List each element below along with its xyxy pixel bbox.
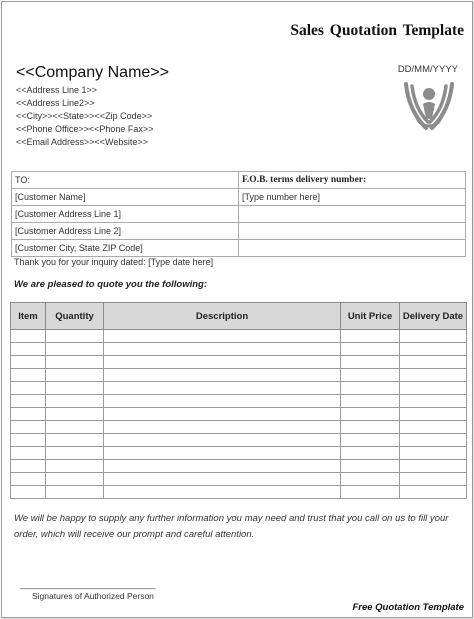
table-cell[interactable]	[341, 395, 400, 408]
table-cell[interactable]	[400, 421, 467, 434]
customer-city-state-zip-field[interactable]: [Customer City, State ZIP Code]	[12, 240, 239, 257]
table-cell[interactable]	[400, 343, 467, 356]
table-cell[interactable]	[104, 486, 341, 499]
table-cell[interactable]	[341, 356, 400, 369]
empty-info-cell[interactable]	[239, 206, 466, 223]
customer-info-table	[11, 171, 466, 257]
table-cell[interactable]	[400, 473, 467, 486]
table-cell[interactable]	[11, 486, 46, 499]
table-cell[interactable]	[46, 486, 104, 499]
table-row	[11, 395, 467, 408]
table-cell[interactable]	[11, 460, 46, 473]
table-cell[interactable]	[104, 395, 341, 408]
table-cell[interactable]	[11, 330, 46, 343]
table-row	[11, 421, 467, 434]
table-cell[interactable]	[46, 356, 104, 369]
table-cell[interactable]	[46, 473, 104, 486]
table-cell[interactable]	[46, 447, 104, 460]
customer-address-line1-field[interactable]: [Customer Address Line 1]	[12, 206, 239, 223]
table-cell[interactable]	[46, 408, 104, 421]
table-cell[interactable]	[11, 447, 46, 460]
table-cell[interactable]	[46, 421, 104, 434]
document-title: Sales Quotation Template	[290, 22, 464, 39]
table-cell[interactable]	[104, 330, 341, 343]
city-state-zip: <<City>><<State>><<Zip Code>>	[16, 111, 153, 121]
people-reaching-up-logo-icon	[398, 80, 460, 142]
table-cell[interactable]	[400, 382, 467, 395]
company-name: <<Company Name>>	[16, 64, 169, 81]
table-row	[11, 408, 467, 421]
table-row	[11, 382, 467, 395]
table-row	[11, 460, 467, 473]
items-table	[10, 302, 467, 499]
table-row	[11, 486, 467, 499]
table-cell[interactable]	[400, 356, 467, 369]
header-unit-price: Unit Price	[341, 303, 400, 330]
table-cell[interactable]	[400, 408, 467, 421]
table-cell[interactable]	[104, 356, 341, 369]
table-cell[interactable]	[341, 473, 400, 486]
table-cell[interactable]	[11, 369, 46, 382]
table-cell[interactable]	[46, 434, 104, 447]
table-cell[interactable]	[341, 382, 400, 395]
table-cell[interactable]	[11, 356, 46, 369]
table-cell[interactable]	[341, 434, 400, 447]
empty-info-cell[interactable]	[239, 240, 466, 257]
table-cell[interactable]	[104, 382, 341, 395]
table-cell[interactable]	[341, 421, 400, 434]
fob-label: F.O.B. terms delivery number:	[239, 172, 466, 189]
signature-line[interactable]: ______________________________	[20, 579, 156, 589]
header-description: Description	[104, 303, 341, 330]
table-row	[11, 343, 467, 356]
table-cell[interactable]	[104, 369, 341, 382]
table-row	[11, 473, 467, 486]
table-cell[interactable]	[46, 330, 104, 343]
date-field[interactable]: DD/MM/YYYY	[397, 64, 458, 75]
type-number-field[interactable]: [Type number here]	[239, 189, 466, 206]
table-cell[interactable]	[11, 382, 46, 395]
table-cell[interactable]	[341, 343, 400, 356]
closing-text: We will be happy to supply any further information you may need and trust that you call on us to fill your order, which will receive our prompt and careful attention.	[14, 513, 449, 540]
signature-label: Signatures of Authorized Person	[32, 591, 154, 601]
customer-address-line2-field[interactable]: [Customer Address Line 2]	[12, 223, 239, 240]
empty-info-cell[interactable]	[239, 223, 466, 240]
to-label: TO:	[12, 172, 239, 189]
table-cell[interactable]	[400, 447, 467, 460]
header-quantity: Quantity	[46, 303, 104, 330]
table-cell[interactable]	[11, 343, 46, 356]
intro-text: We are pleased to quote you the following:	[14, 279, 208, 290]
table-cell[interactable]	[341, 369, 400, 382]
address-line-1: <<Address Line 1>>	[16, 85, 98, 95]
table-cell[interactable]	[46, 460, 104, 473]
table-cell[interactable]	[400, 460, 467, 473]
table-cell[interactable]	[341, 408, 400, 421]
table-cell[interactable]	[104, 473, 341, 486]
table-cell[interactable]	[104, 460, 341, 473]
table-cell[interactable]	[104, 434, 341, 447]
table-cell[interactable]	[104, 408, 341, 421]
items-body	[11, 330, 467, 499]
table-cell[interactable]	[341, 330, 400, 343]
table-row	[11, 369, 467, 382]
table-cell[interactable]	[341, 486, 400, 499]
inquiry-text: Thank you for your inquiry dated: [Type date here]	[14, 257, 214, 267]
table-row	[11, 330, 467, 343]
table-cell[interactable]	[104, 447, 341, 460]
header-item: Item	[11, 303, 46, 330]
customer-name-field[interactable]: [Customer Name]	[12, 189, 239, 206]
table-cell[interactable]	[341, 447, 400, 460]
table-cell[interactable]	[46, 343, 104, 356]
table-row	[11, 356, 467, 369]
table-cell[interactable]	[104, 343, 341, 356]
table-cell[interactable]	[11, 421, 46, 434]
quotation-page	[1, 1, 473, 618]
table-cell[interactable]	[46, 369, 104, 382]
table-cell[interactable]	[341, 460, 400, 473]
table-cell[interactable]	[11, 395, 46, 408]
table-cell[interactable]	[400, 434, 467, 447]
table-cell[interactable]	[400, 486, 467, 499]
table-cell[interactable]	[11, 434, 46, 447]
table-cell[interactable]	[46, 382, 104, 395]
header-delivery-date: Delivery Date	[400, 303, 467, 330]
table-row	[11, 434, 467, 447]
table-cell[interactable]	[11, 473, 46, 486]
table-cell[interactable]	[400, 395, 467, 408]
table-cell[interactable]	[46, 395, 104, 408]
table-row	[11, 447, 467, 460]
table-cell[interactable]	[400, 369, 467, 382]
table-cell[interactable]	[104, 421, 341, 434]
table-cell[interactable]	[11, 408, 46, 421]
email-website: <<Email Address>><<Website>>	[16, 137, 148, 147]
address-line-2: <<Address Line2>>	[16, 98, 95, 108]
footer-text: Free Quotation Template	[352, 602, 464, 613]
phone-fax: <<Phone Office>><<Phone Fax>>	[16, 124, 154, 134]
table-cell[interactable]	[400, 330, 467, 343]
